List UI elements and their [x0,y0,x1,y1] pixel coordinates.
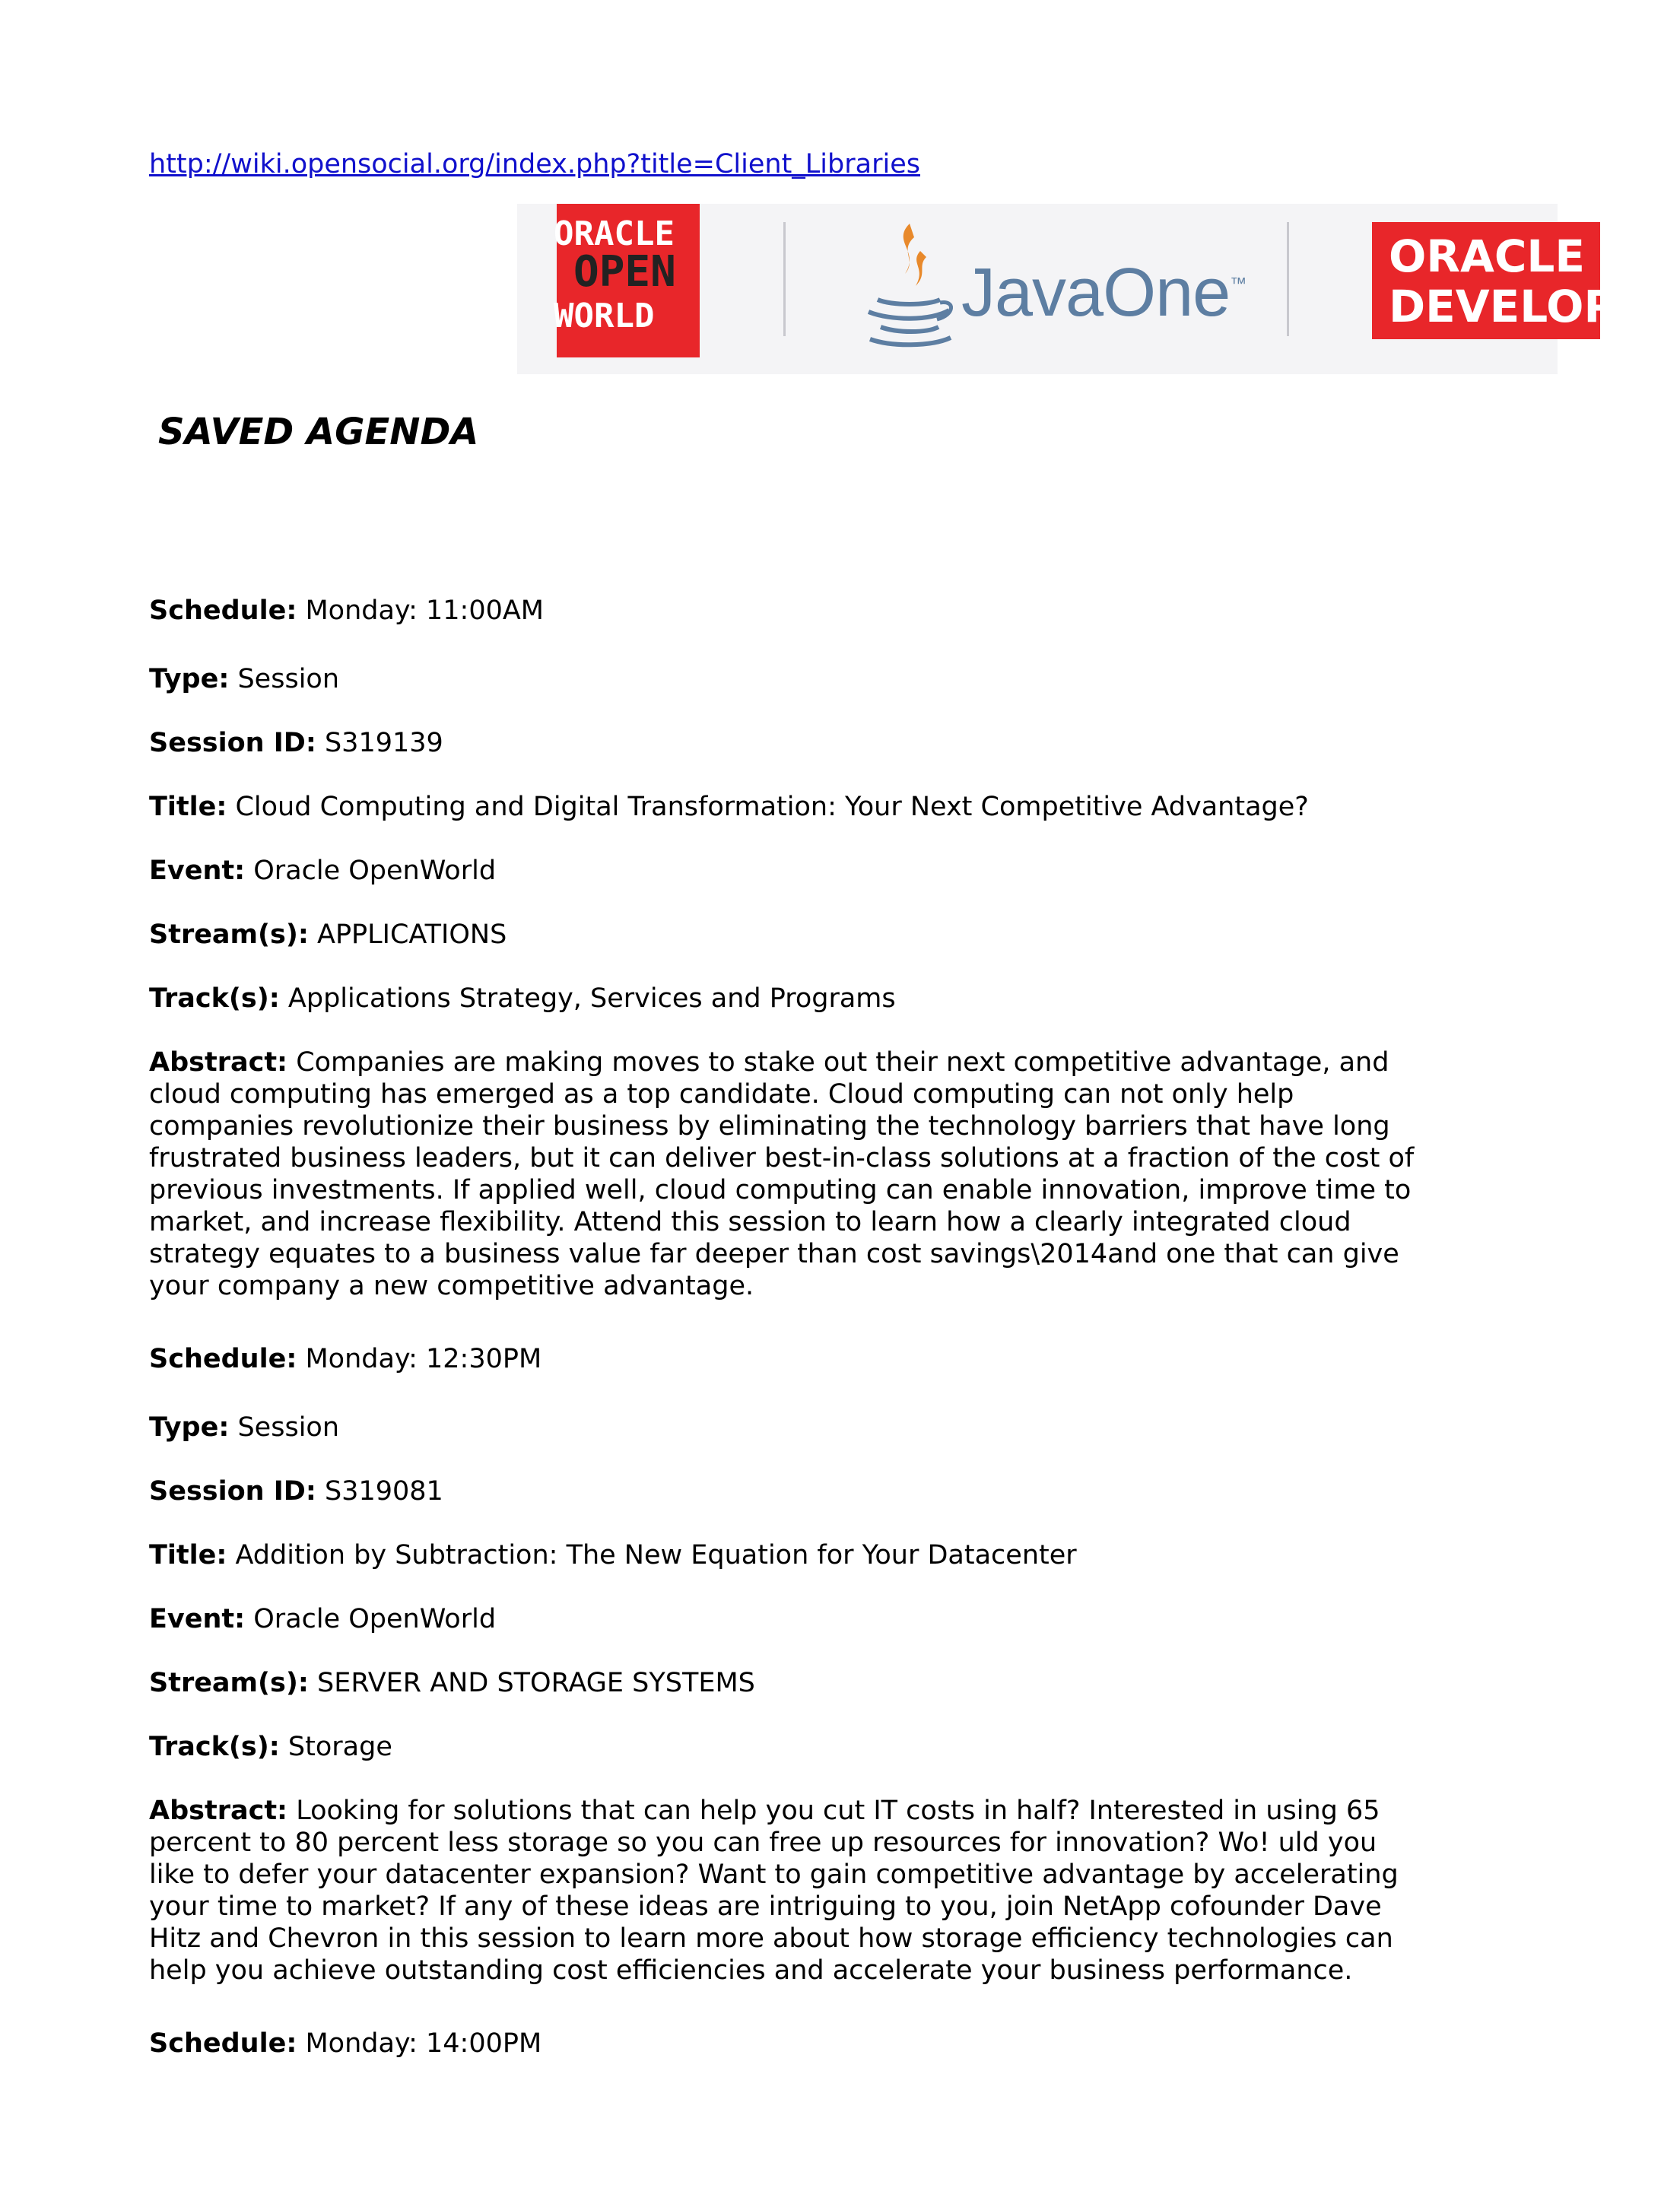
tracks-label: Track(s): [149,1732,280,1762]
tracks-label: Track(s): [149,983,280,1014]
schedule-field [149,2028,1427,2060]
oracle-dev-line-1: ORACLE [1389,230,1585,282]
schedule-value: Monday: 12:30PM [305,1344,542,1374]
schedule-field [149,595,1427,627]
conference-banner [517,204,1680,374]
session-entry [149,2028,1427,2060]
session-id-label: Session ID: [149,728,316,758]
tracks-value: Applications Strategy, Services and Programs [287,983,896,1014]
oracle-dev-line-2: DEVELOPER [1389,281,1680,332]
type-label: Type: [149,664,230,694]
tracks-field [149,1731,1427,1763]
streams-field [149,919,1427,951]
title-value: Addition by Subtraction: The New Equation for Your Datacenter [235,1540,1077,1570]
title-value: Cloud Computing and Digital Transformation: Your Next Competitive Advantage? [235,792,1309,822]
oracle-developer-logo [1372,222,1680,339]
abstract-label: Abstract: [149,1796,288,1826]
title-label: Title: [149,792,227,822]
streams-value: APPLICATIONS [317,919,507,950]
oow-logo-line-2: OPEN [573,247,676,297]
type-value: Session [237,664,340,694]
schedule-label: Schedule: [149,1344,297,1374]
banner-divider [783,222,786,336]
page-title: SAVED AGENDA [158,411,479,453]
streams-label: Stream(s): [149,919,309,950]
schedule-label: Schedule: [149,2028,297,2059]
oow-logo-line-1: ORACLE [554,214,675,253]
abstract-value: Companies are making moves to stake out their next competitive advantage, and cloud computing has emerged as a top candidate. Cloud computing can not only help companies revolutionize their business by eliminating the technology barriers that have long frustrated business leaders, but it can deliver best-in-class solutions at a fraction of the cost of previous investments. If applied well, cloud computing can enable innovation, improve time to market, and increase flexibility. Attend this session to learn how a clearly integrated cloud strategy equates to a business value far deeper than cost savings\2014and one that can give your company a new competitive advantage. [149,1047,1415,1301]
streams-label: Stream(s): [149,1668,309,1698]
streams-field [149,1667,1427,1699]
session-id-value: S319081 [324,1476,443,1507]
session-id-field [149,1475,1427,1507]
event-label: Event: [149,1604,246,1634]
title-field [149,791,1427,823]
abstract-field [149,1795,1427,1986]
abstract-value: Looking for solutions that can help you cut IT costs in half? Interested in using 65 percent to 80 percent less storage so you can free up resources for innovation? Wo! uld you like to defer your datacenter expansion? Want to gain competitive advantage by accelerating your time to market? If any of these ideas are intriguing to you, join NetApp cofounder Dave Hitz and Chevron in this session to learn more about how storage efficiency technologies can help you achieve outstanding cost efficiencies and accelerate your business performance. [149,1796,1399,1986]
event-label: Event: [149,856,246,886]
session-entry [149,595,1427,1302]
session-id-label: Session ID: [149,1476,316,1507]
type-label: Type: [149,1412,230,1443]
schedule-field [149,1343,1427,1375]
title-field [149,1539,1427,1571]
type-field [149,1412,1427,1443]
javaone-wordmark [961,254,1246,332]
session-id-value: S319139 [324,728,443,758]
oow-logo-line-3: WORLD [554,297,655,335]
session-entry [149,1343,1427,1986]
type-field [149,663,1427,695]
oracle-openworld-logo [554,204,700,357]
abstract-field [149,1046,1427,1302]
tracks-field [149,983,1427,1015]
agenda-list [149,595,1427,2096]
client-libraries-link[interactable]: http://wiki.opensocial.org/index.php?title=Client_Libraries [149,149,920,179]
tracks-value: Storage [287,1732,392,1762]
schedule-value: Monday: 14:00PM [305,2028,542,2059]
event-field [149,1603,1427,1635]
event-field [149,855,1427,887]
java-cup-icon [861,221,955,350]
abstract-label: Abstract: [149,1047,288,1078]
javaone-text: JavaOne [961,255,1231,331]
javaone-tm: ™ [1230,274,1247,293]
banner-divider [1287,222,1289,336]
event-value: Oracle OpenWorld [253,856,497,886]
streams-value: SERVER AND STORAGE SYSTEMS [317,1668,755,1698]
type-value: Session [237,1412,340,1443]
title-label: Title: [149,1540,227,1570]
schedule-label: Schedule: [149,595,297,626]
event-value: Oracle OpenWorld [253,1604,497,1634]
schedule-value: Monday: 11:00AM [305,595,545,626]
session-id-field [149,727,1427,759]
